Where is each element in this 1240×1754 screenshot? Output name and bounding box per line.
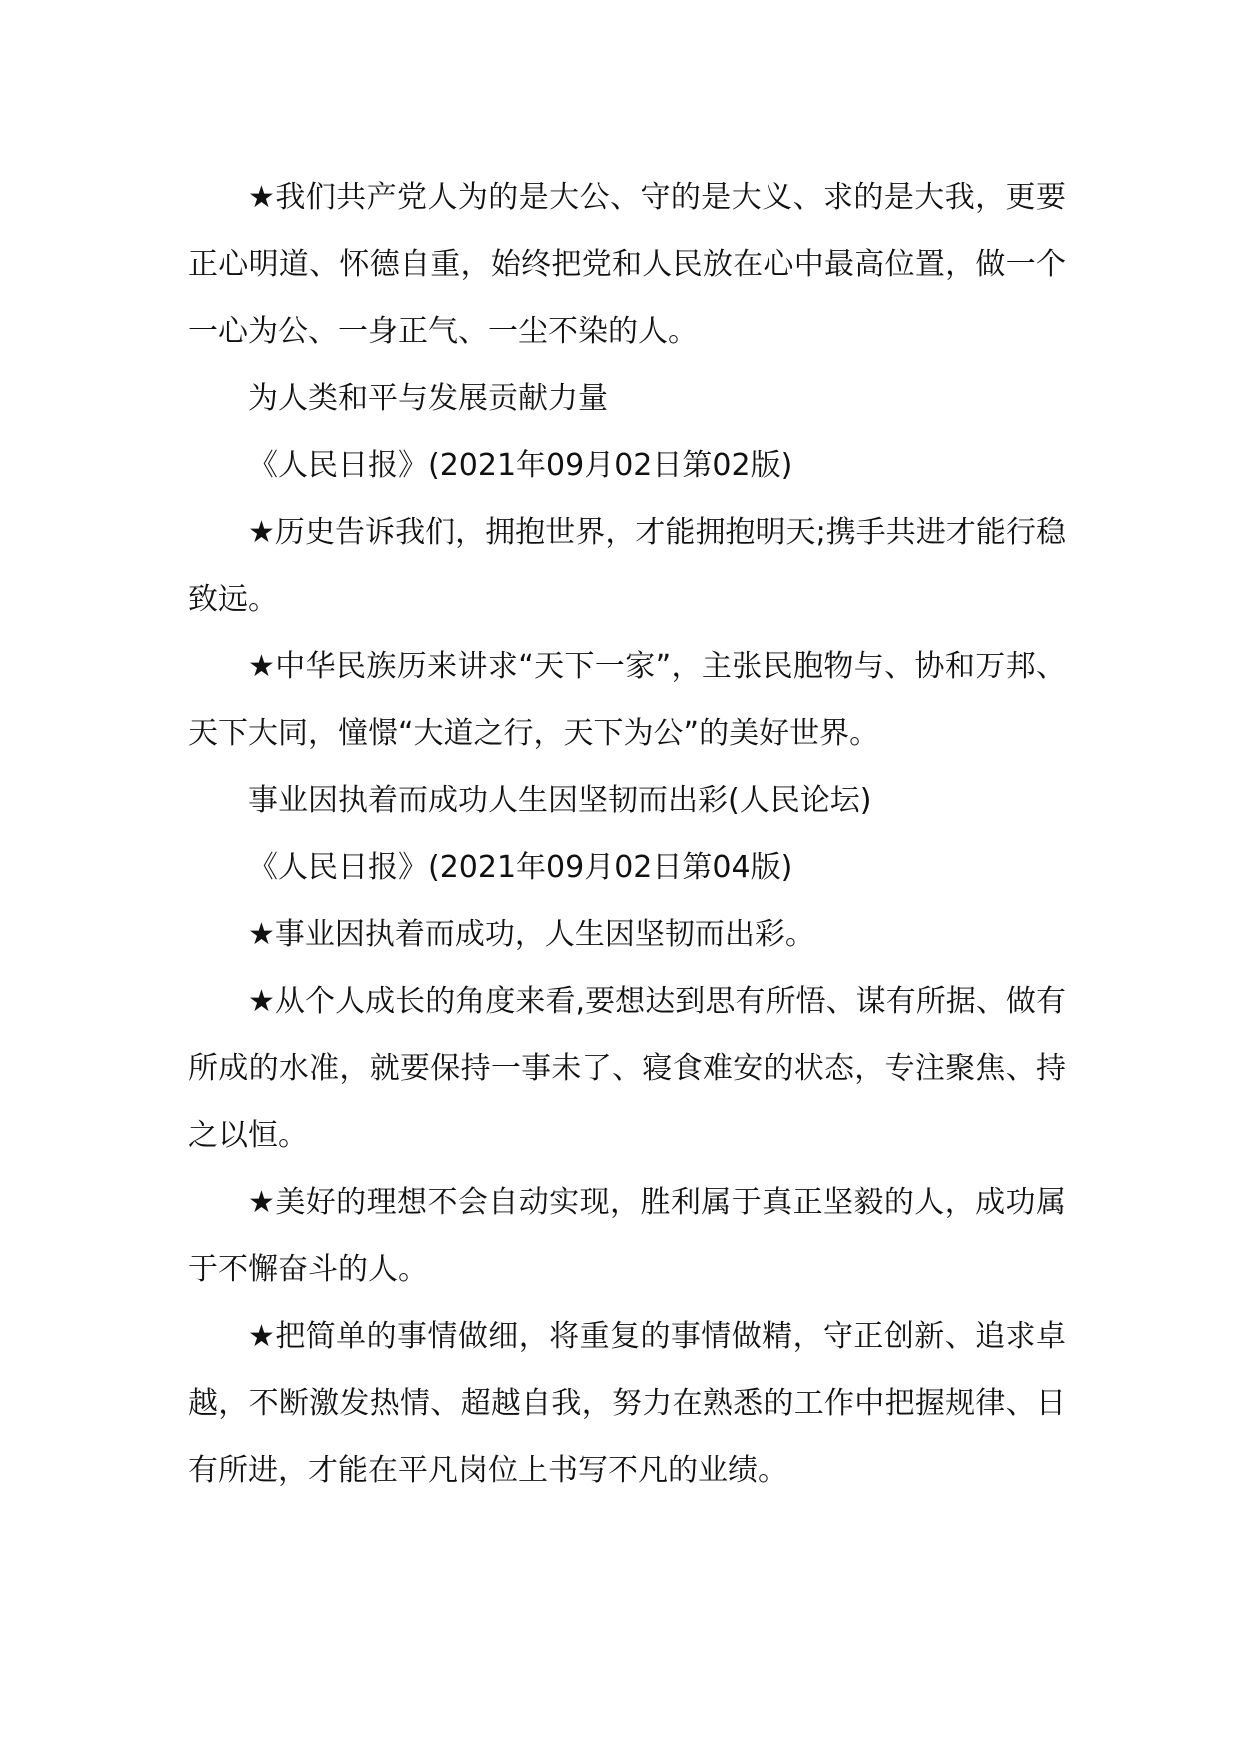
article-source: 《人民日报》(2021年09月02日第02版) xyxy=(248,448,793,483)
quote-paragraph: ★美好的理想不会自动实现，胜利属于真正坚毅的人，成功属于不懈奋斗的人。 xyxy=(188,1185,1066,1287)
article-title: 事业因执着而成功人生因坚韧而出彩(人民论坛) xyxy=(248,783,872,818)
article-title: 为人类和平与发展贡献力量 xyxy=(248,381,608,416)
quote-paragraph: ★中华民族历来讲求“天下一家”，主张民胞物与、协和万邦、天下大同，憧憬“大道之行，天下为公”的美好世界。 xyxy=(188,649,1066,751)
quote-paragraph: ★从个人成长的角度来看,要想达到思有所悟、谋有所据、做有所成的水准，就要保持一事未了、寝食难安的状态，专注聚焦、持之以恒。 xyxy=(188,984,1066,1153)
document-body xyxy=(188,164,1066,1504)
quote-paragraph: ★历史告诉我们，拥抱世界，才能拥抱明天;携手共进才能行稳致远。 xyxy=(188,515,1066,617)
quote-paragraph: ★事业因执着而成功，人生因坚韧而出彩。 xyxy=(248,917,815,952)
quote-paragraph: ★我们共产党人为的是大公、守的是大义、求的是大我，更要正心明道、怀德自重，始终把党和人民放在心中最高位置，做一个一心为公、一身正气、一尘不染的人。 xyxy=(188,180,1066,349)
quote-paragraph: ★把简单的事情做细，将重复的事情做精，守正创新、追求卓越，不断激发热情、超越自我，努力在熟悉的工作中把握规律、日有所进，才能在平凡岗位上书写不凡的业绩。 xyxy=(188,1319,1066,1488)
article-source: 《人民日报》(2021年09月02日第04版) xyxy=(248,850,793,885)
